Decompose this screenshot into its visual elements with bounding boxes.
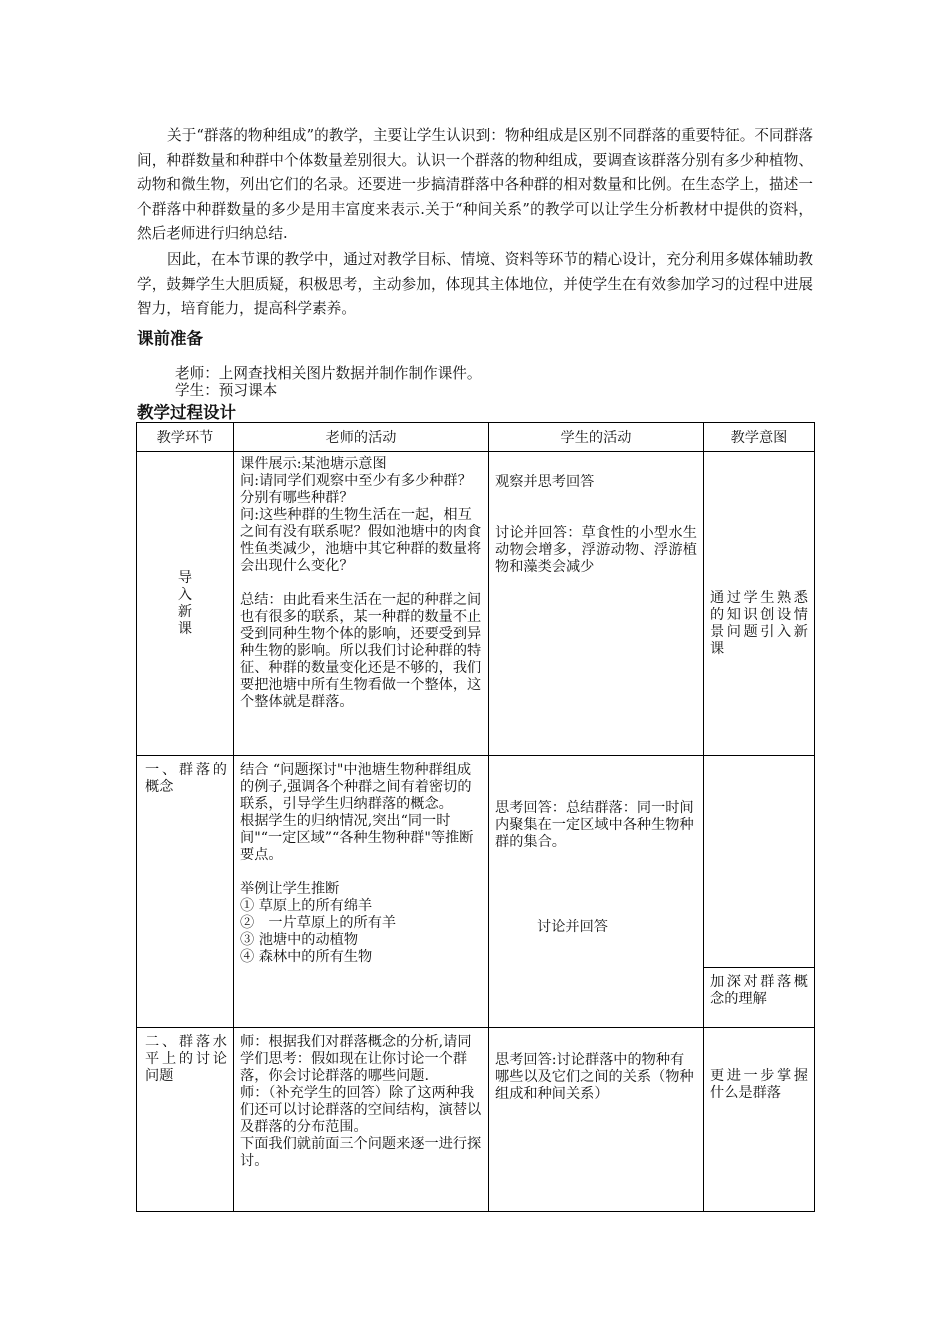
- student-line: 讨论并回答: [537, 919, 608, 935]
- teacher-line: 师：根据我们对群落概念的分析,请同学们思考：假如现在让你讨论一个群落，你会讨论群落的哪些问题.: [240, 1034, 472, 1084]
- teacher-activity-cell: [234, 452, 489, 756]
- student-activity-cell: [489, 756, 704, 1028]
- student-activity-cell: [489, 1028, 704, 1212]
- table-row: [137, 452, 815, 756]
- teacher-line: ① 草原上的所有绵羊: [240, 898, 373, 914]
- column-header-stage: 教学环节: [137, 423, 234, 452]
- student-line: 思考回答:讨论群落中的物种有哪些以及它们之间的关系（物种组成和种间关系）: [495, 1052, 694, 1102]
- prep-student-line: 学生：预习课本: [175, 382, 278, 399]
- design-heading: 教学过程设计: [137, 403, 236, 422]
- column-header-purpose: 教学意图: [704, 423, 815, 452]
- teacher-activity-cell: [234, 756, 489, 1028]
- prep-teacher-line: 老师：上网查找相关图片数据并制作制作课件。: [175, 365, 482, 382]
- intro-paragraph-1: 关于“群落的物种组成”的教学，主要让学生认识到：物种组成是区别不同群落的重要特征。不同群落间，种群数量和种群中个体数量差别很大。认识一个群落的物种组成，要调查该群落分别有多少种植物、动物和微生物，列出它们的名录。还要进一步搞清群落中各种群的相对数量和比例。在生态学上，描述一个群落中种群数量的多少是用丰富度来表示.关于“种间关系”的教学可以让学生分析教材中提供的资料，然后老师进行归纳总结.: [137, 127, 813, 242]
- teacher-line: 根据学生的归纳情况,突出“同一时间"“一定区域”“各种生物种群"等推断要点。: [240, 813, 474, 863]
- column-header-student: 学生的活动: [489, 423, 704, 452]
- teacher-line: 下面我们就前面三个问题来逐一进行探讨。: [240, 1136, 482, 1169]
- teacher-line: ③ 池塘中的动植物: [240, 932, 359, 948]
- teacher-line: 师：（补充学生的回答）除了这两种我们还可以讨论群落的空间结构，演替以及群落的分布范围。: [240, 1085, 482, 1135]
- purpose-cell: [704, 968, 815, 1028]
- purpose-text: 更进一步掌握什么是群落: [710, 1068, 808, 1101]
- lesson-design-table: [136, 422, 815, 1212]
- purpose-text: 通过学生熟悉的知识创设情景问题引入新课: [710, 589, 808, 657]
- stage-cell-discussion: [137, 1028, 234, 1212]
- teacher-line: 举例让学生推断: [240, 881, 340, 897]
- stage-label: 二、群落水平上的讨论问题: [145, 1034, 227, 1084]
- table-header-row: [137, 423, 815, 452]
- teacher-line: 总结：由此看来生活在一起的种群之间也有很多的联系，某一种群的数量不止受到同种生物个体的影响，还要受到异种生物的影响。所以我们讨论种群的特征、种群的数量变化还是不够的，我们要把池塘中所有生物看做一个整体，这个整体就是群落。: [240, 592, 482, 710]
- column-header-teacher: 老师的活动: [234, 423, 489, 452]
- teacher-line: ④ 森林中的所有生物: [240, 949, 373, 965]
- purpose-cell: [704, 1028, 815, 1212]
- stage-char: 入: [177, 586, 193, 603]
- intro-paragraph-2: 因此，在本节课的教学中，通过对教学目标、情境、资料等环节的精心设计，充分利用多媒体辅助教学，鼓舞学生大胆质疑，积极思考，主动参加，体现其主体地位，并使学生在有效参加学习的过程中进展智力，培育能力，提高科学素养。: [137, 251, 813, 317]
- table-row: [137, 1028, 815, 1212]
- prep-heading: 课前准备: [137, 329, 203, 348]
- purpose-text: 加深对群落概念的理解: [710, 974, 808, 1007]
- student-line: 思考回答：总结群落：同一时间内聚集在一定区域中各种生物种群的集合。: [495, 800, 694, 850]
- stage-cell-intro: [137, 452, 234, 756]
- table-row: [137, 756, 815, 968]
- student-activity-cell: [489, 452, 704, 756]
- teacher-activity-cell: [234, 1028, 489, 1212]
- purpose-cell: [704, 452, 815, 756]
- teacher-line: ② 一片草原上的所有羊: [240, 915, 397, 931]
- stage-char: 新: [177, 603, 193, 620]
- student-line: 观察并思考回答: [495, 474, 595, 490]
- stage-char: 课: [177, 620, 193, 637]
- purpose-cell-empty: [704, 756, 815, 968]
- stage-cell-concept: [137, 756, 234, 1028]
- teacher-line: 问:请同学们观察中至少有多少种群？分别有哪些种群？: [240, 473, 472, 506]
- teacher-line: 课件展示:某池塘示意图: [240, 456, 387, 472]
- teacher-line: 问:这些种群的生物生活在一起，相互之间有没有联系呢？假如池塘中的肉食性鱼类减少，池塘中其它种群的数量将会出现什么变化？: [240, 507, 482, 574]
- teacher-line: 结合 “问题探讨"中池塘生物种群组成的例子,强调各个种群之间有着密切的联系，引导学生归纳群落的概念。: [240, 762, 472, 812]
- student-line: 讨论并回答：草食性的小型水生动物会增多，浮游动物、浮游植物和藻类会减少: [495, 525, 697, 575]
- stage-char: 导: [177, 569, 193, 586]
- stage-label: 一、群落的概念: [145, 762, 227, 795]
